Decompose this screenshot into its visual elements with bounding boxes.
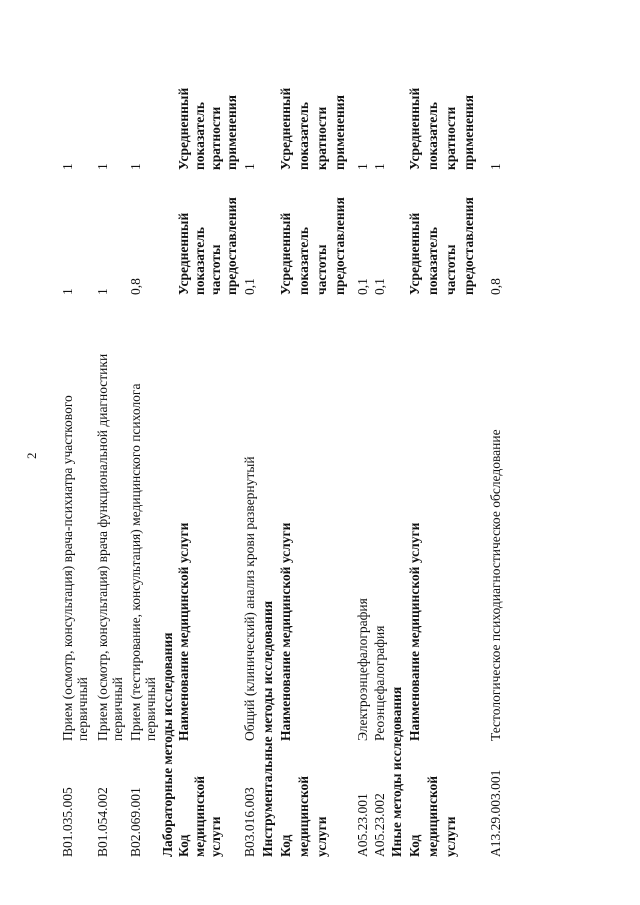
column-header-frequency: Усредненный [407, 212, 422, 295]
row-code: A13.29.003.001 [488, 769, 503, 857]
column-header-code: услуги [443, 816, 458, 857]
row-frequency: 1 [60, 288, 75, 295]
column-header-multiplicity: Усредненный [407, 87, 422, 170]
column-header-frequency: предоставления [461, 197, 476, 295]
row-code: B01.054.002 [95, 787, 110, 857]
column-header-code: Код [407, 834, 422, 857]
row-multiplicity: 1 [95, 163, 110, 170]
column-header-frequency: показатель [296, 226, 311, 295]
row-service-name: Прием (осмотр, консультация) врача функциональной диагностики [95, 353, 110, 741]
row-multiplicity: 1 [488, 163, 503, 170]
column-header-code: услуги [208, 816, 223, 857]
row-frequency: 0,8 [488, 278, 503, 295]
column-header-multiplicity: Усредненный [278, 87, 293, 170]
column-header-multiplicity: показатель [425, 101, 440, 170]
row-service-name-cont: первичный [110, 677, 125, 741]
column-header-frequency: частоты [208, 244, 223, 295]
column-header-multiplicity: показатель [296, 101, 311, 170]
row-code: B03.016.003 [242, 787, 257, 857]
column-header-code: медицинской [192, 775, 207, 857]
row-service-name: Прием (тестирование, консультация) медицинского психолога [128, 383, 143, 741]
row-frequency: 1 [95, 288, 110, 295]
row-frequency: 0,8 [128, 278, 143, 295]
row-multiplicity: 1 [242, 163, 257, 170]
column-header-frequency: частоты [443, 244, 458, 295]
row-frequency: 0,1 [355, 278, 370, 295]
column-header-code: медицинской [296, 775, 311, 857]
row-service-name: Тестологическое психодиагностическое обследование [488, 429, 503, 741]
column-header-code: Код [278, 834, 293, 857]
column-header-code: Код [176, 834, 191, 857]
column-header-multiplicity: кратности [443, 106, 458, 170]
column-header-frequency: предоставления [332, 197, 347, 295]
column-header-multiplicity: Усредненный [176, 87, 191, 170]
row-service-name: Общий (клинический) анализ крови развернутый [242, 456, 257, 741]
column-header-name: Наименование медицинской услуги [278, 522, 293, 741]
row-frequency: 0,1 [242, 278, 257, 295]
column-header-code: услуги [314, 816, 329, 857]
row-code: A05.23.002 [372, 793, 387, 857]
column-header-multiplicity: применения [332, 95, 347, 170]
row-service-name: Прием (осмотр, консультация) врача-психиатра участкового [60, 395, 75, 741]
column-header-multiplicity: применения [224, 95, 239, 170]
column-header-multiplicity: кратности [208, 106, 223, 170]
column-header-frequency: показатель [425, 226, 440, 295]
row-code: B01.035.005 [60, 787, 75, 857]
row-multiplicity: 1 [355, 163, 370, 170]
section-title-lab: Лабораторные методы исследования [160, 632, 175, 857]
row-multiplicity: 1 [128, 163, 143, 170]
row-multiplicity: 1 [60, 163, 75, 170]
row-service-name: Реоэнцефалография [372, 625, 387, 741]
row-service-name-cont: первичный [143, 677, 158, 741]
column-header-frequency: показатель [192, 226, 207, 295]
column-header-frequency: Усредненный [278, 212, 293, 295]
row-multiplicity: 1 [372, 163, 387, 170]
column-header-frequency: Усредненный [176, 212, 191, 295]
row-code: A05.23.001 [355, 793, 370, 857]
column-header-multiplicity: кратности [314, 106, 329, 170]
row-frequency: 0,1 [372, 278, 387, 295]
row-service-name: Электроэнцефалография [355, 598, 370, 741]
column-header-name: Наименование медицинской услуги [176, 522, 191, 741]
row-service-name-cont: первичный [75, 677, 90, 741]
column-header-multiplicity: применения [461, 95, 476, 170]
section-title-instrumental: Инструментальные методы исследования [260, 600, 275, 857]
column-header-name: Наименование медицинской услуги [407, 522, 422, 741]
column-header-frequency: частоты [314, 244, 329, 295]
page-number: 2 [24, 452, 39, 459]
column-header-frequency: предоставления [224, 197, 239, 295]
section-title-other: Иные методы исследования [389, 686, 404, 857]
row-code: B02.069.001 [128, 787, 143, 857]
column-header-code: медицинской [425, 775, 440, 857]
column-header-multiplicity: показатель [192, 101, 207, 170]
